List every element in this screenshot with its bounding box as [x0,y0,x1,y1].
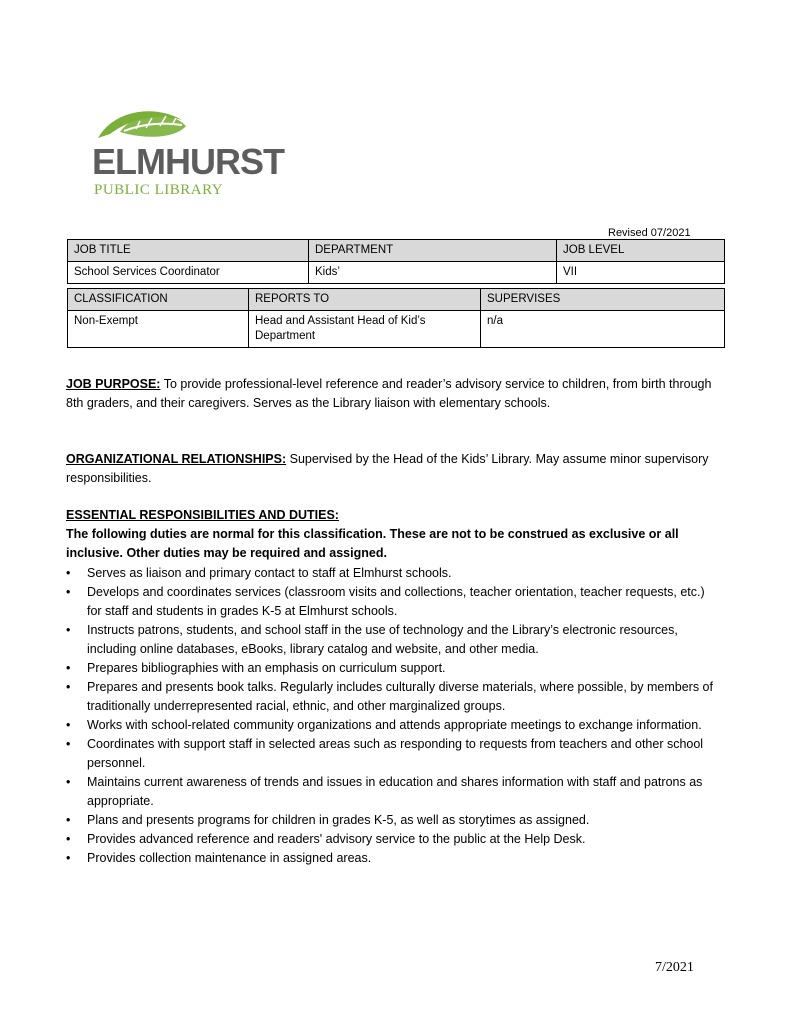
list-item [66,678,716,716]
job-purpose-text: To provide professional-level reference and reader’s advisory service to children, from birth through 8th graders, and their caregivers. Serves as the Library liaison with elementary schools. [66,377,712,410]
job-purpose-paragraph [66,375,716,413]
value-department: Kids’ [309,262,557,284]
table-row [68,311,725,348]
job-info-table [67,239,725,284]
logo-subtitle: PUBLIC LIBRARY [94,182,224,198]
duty-text: Develops and coordinates services (classroom visits and collections, teacher orientation, teacher requests, etc.) for staff and students in grades K-5 at Elmhurst schools. [87,585,705,618]
bullet-icon: • [66,718,71,732]
duties-list [66,564,716,868]
list-item [66,583,716,621]
library-logo [90,104,290,200]
duties-section [66,506,716,563]
duty-text: Prepares bibliographies with an emphasis on curriculum support. [87,661,446,675]
value-reports-to: Head and Assistant Head of Kid’s Department [249,311,481,348]
organizational-relationships-paragraph [66,450,716,488]
duty-text: Instructs patrons, students, and school staff in the use of technology and the Library’s electronic resources, including online databases, eBooks, library catalog and website, and other media. [87,623,678,656]
classification-table [67,288,725,348]
bullet-icon: • [66,661,71,675]
table-row [68,262,725,284]
value-supervises: n/a [481,311,725,348]
relationships-text: Supervised by the Head of the Kids’ Library. May assume minor supervisory responsibilities. [66,452,709,485]
list-item [66,564,716,583]
footer-date: 7/2021 [655,960,694,975]
value-job-title: School Services Coordinator [68,262,309,284]
list-item [66,659,716,678]
value-classification: Non-Exempt [68,311,249,348]
header-reports-to: REPORTS TO [249,289,481,311]
relationships-label: ORGANIZATIONAL RELATIONSHIPS: [66,452,287,466]
bullet-icon: • [66,851,71,865]
bullet-icon: • [66,737,71,751]
list-item [66,773,716,811]
header-classification: CLASSIFICATION [68,289,249,311]
table-row [68,240,725,262]
bullet-icon: • [66,832,71,846]
list-item [66,849,716,868]
duties-heading: ESSENTIAL RESPONSIBILITIES AND DUTIES: [66,508,339,522]
bullet-icon: • [66,775,71,789]
header-department: DEPARTMENT [309,240,557,262]
duty-text: Prepares and presents book talks. Regularly includes culturally diverse materials, where possible, by members of traditionally underrepresented racial, ethnic, and other marginalized groups. [87,680,713,713]
list-item [66,716,716,735]
list-item [66,811,716,830]
revised-date: Revised 07/2021 [608,227,691,239]
header-job-title: JOB TITLE [68,240,309,262]
duty-text: Coordinates with support staff in selected areas such as responding to requests from teachers and other school personnel. [87,737,704,770]
list-item [66,735,716,773]
value-job-level: VII [557,262,725,284]
job-purpose-label: JOB PURPOSE: [66,377,161,391]
bullet-icon: • [66,585,71,599]
bullet-icon: • [66,566,71,580]
bullet-icon: • [66,813,71,827]
header-job-level: JOB LEVEL [557,240,725,262]
duty-text: Maintains current awareness of trends and issues in education and shares information with staff and patrons as appropriate. [87,775,703,808]
list-item [66,621,716,659]
list-item [66,830,716,849]
duty-text: Works with school-related community organizations and attends appropriate meetings to exchange information. [87,718,702,732]
duty-text: Provides advanced reference and readers' advisory service to the public at the Help Desk. [87,832,586,846]
table-row [68,289,725,311]
duties-intro: The following duties are normal for this classification. These are not to be construed as exclusive or all inclusive. Other duties may be required and assigned. [66,527,679,560]
bullet-icon: • [66,623,71,637]
duty-text: Plans and presents programs for children in grades K-5, as well as storytimes as assigned. [87,813,590,827]
header-supervises: SUPERVISES [481,289,725,311]
duty-text: Serves as liaison and primary contact to staff at Elmhurst schools. [87,566,452,580]
duty-text: Provides collection maintenance in assigned areas. [87,851,372,865]
bullet-icon: • [66,680,71,694]
logo-name: ELMHURST [92,141,284,182]
